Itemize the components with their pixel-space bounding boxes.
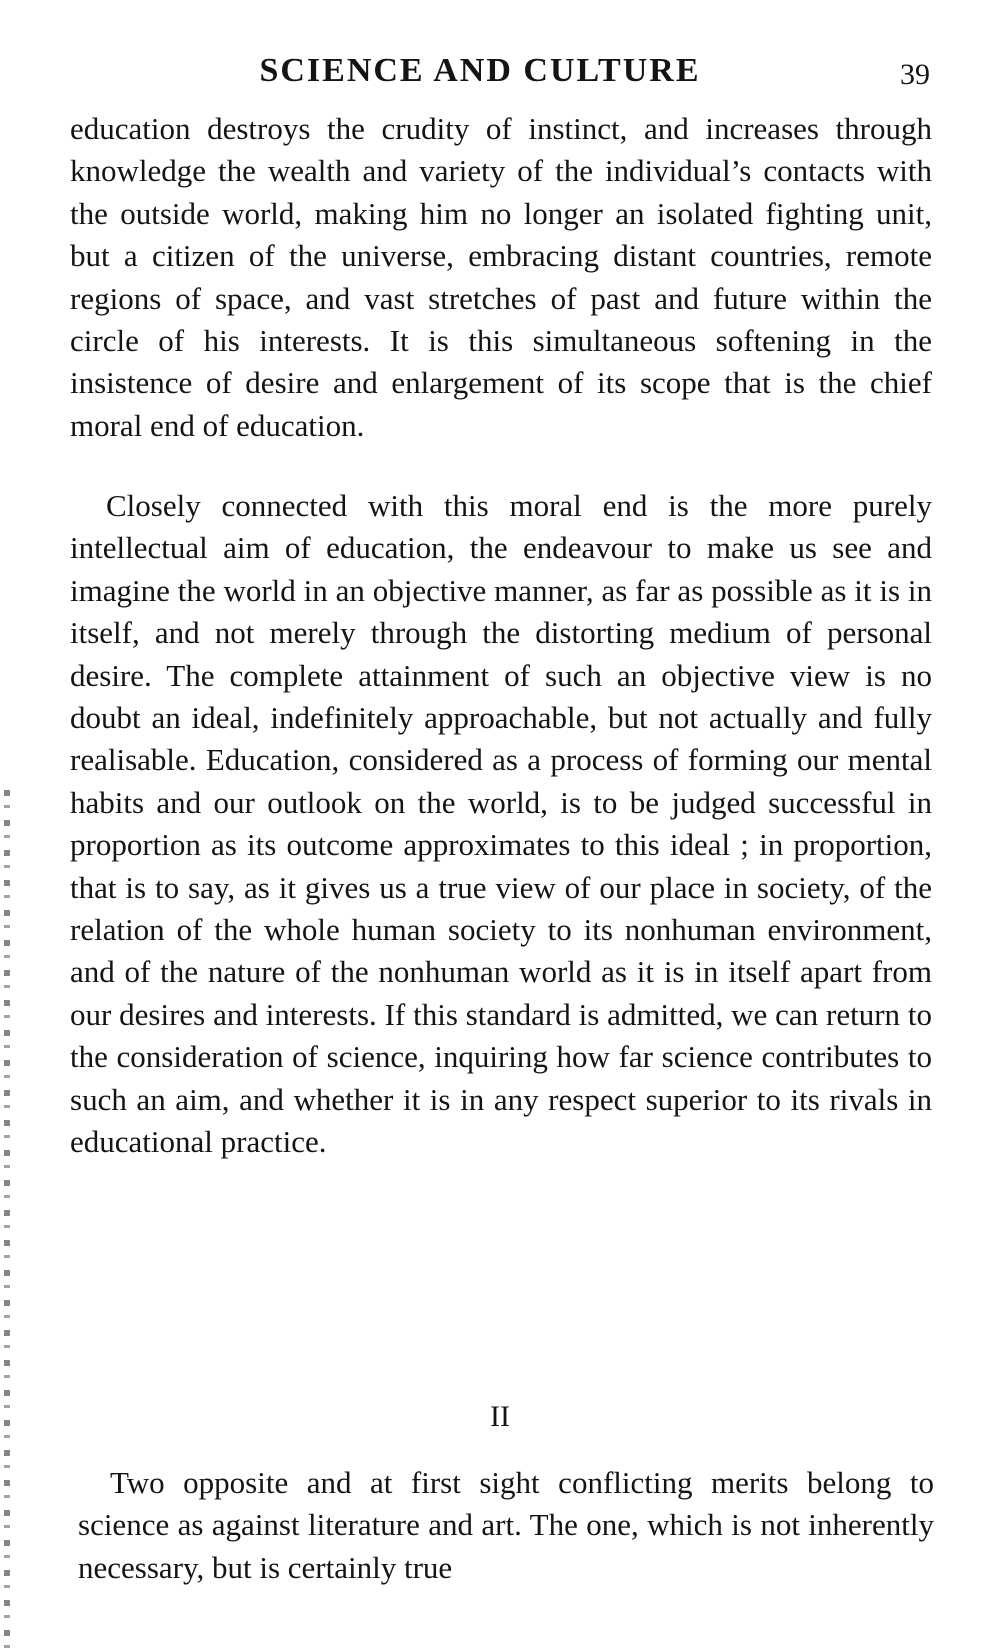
paragraph-text: Two opposite and at first sight conflicting merits belong to science as against literature and art. The one, which is not inherently necessary, but is certainly true: [78, 1465, 934, 1585]
scan-edge-artifact: [4, 790, 10, 1650]
running-title: SCIENCE AND CULTURE: [259, 52, 701, 89]
paragraph-text: education destroys the crudity of instinct, and increases through knowledge the wealth and variety of the individual’s contacts with the outside world, making him no longer an isolated fighting unit, but a citizen of the universe, embracing distant countries, remote regions of space, and vast stretches of past and future within the circle of his interests. It is this simultaneous softening in the insistence of desire and enlargement of its scope that is the chief moral end of education.: [70, 111, 932, 443]
paragraph-text: Closely connected with this moral end is the more purely intellectual aim of education, the endeavour to make us see and imagine the world in an objective manner, as far as possible as it is in itself, and not merely through the distorting medium of personal desire. The complete attainment of such an objective view is no doubt an ideal, indefinitely approachable, but not actually and fully realisable. Education, considered as a process of forming our mental habits and our outlook on the world, is to be judged successful in proportion as its outcome approximates to this ideal ; in proportion, that is to say, as it gives us a true view of our place in society, of the relation of the whole human society to its nonhuman environment, and of the nature of the nonhuman world as it is in itself apart from our desires and interests. If this standard is admitted, we can return to the consideration of science, inquiring how far science contributes to such an aim, and whether it is in any respect superior to its rivals in educational practice.: [70, 488, 932, 1160]
paragraph-section-two: [78, 1462, 934, 1589]
section-heading: II: [490, 1400, 510, 1433]
paragraph-continued: [70, 108, 932, 447]
running-head: [70, 48, 930, 96]
paragraph-intellectual-aim: [70, 485, 932, 1164]
page-number: 39: [900, 58, 930, 91]
